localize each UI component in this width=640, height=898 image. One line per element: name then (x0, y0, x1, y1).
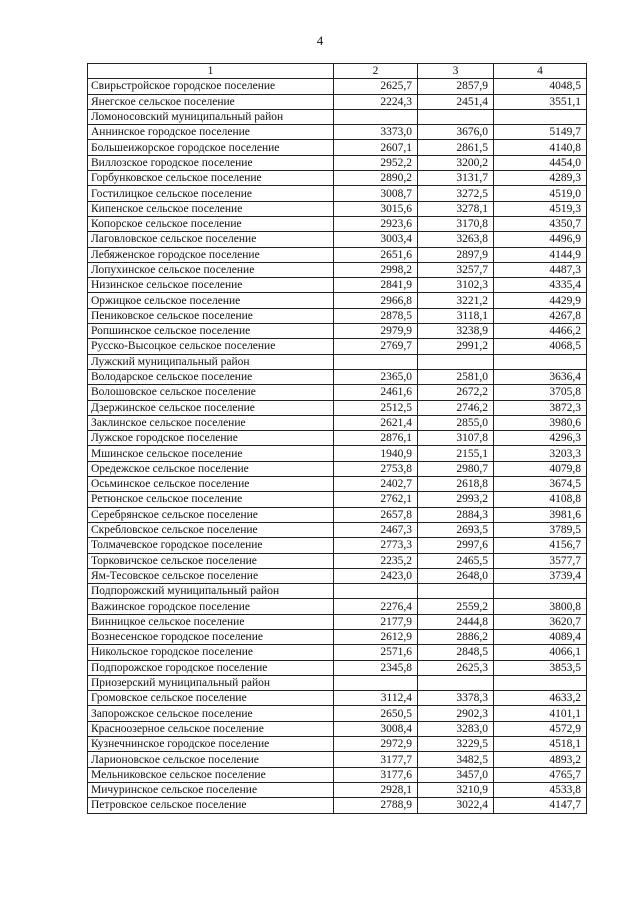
settlement-name-cell: Винницкое сельское поселение (88, 614, 334, 629)
value-cell: 2512,5 (334, 400, 418, 415)
value-cell: 2897,9 (418, 247, 494, 262)
value-cell: 3272,5 (418, 186, 494, 201)
value-cell: 2423,0 (334, 568, 418, 583)
settlement-name-cell: Оржицкое сельское поселение (88, 293, 334, 308)
settlement-name-cell: Осьминское сельское поселение (88, 477, 334, 492)
table-row (88, 706, 587, 721)
column-header: 3 (418, 64, 494, 79)
table-row (88, 232, 587, 247)
value-cell: 3118,1 (418, 308, 494, 323)
value-cell: 2618,8 (418, 477, 494, 492)
settlement-name-cell: Вознесенское городское поселение (88, 629, 334, 644)
value-cell: 2855,0 (418, 415, 494, 430)
settlement-name-cell: Володарское сельское поселение (88, 369, 334, 384)
page-number: 4 (316, 33, 324, 48)
value-cell: 2444,8 (418, 614, 494, 629)
value-cell: 2998,2 (334, 262, 418, 277)
table-row (88, 767, 587, 782)
settlement-name-cell: Подпорожское городское поселение (88, 660, 334, 675)
value-cell (334, 109, 418, 124)
settlement-name-cell: Мшинское сельское поселение (88, 446, 334, 461)
value-cell: 2276,4 (334, 599, 418, 614)
value-cell: 3008,7 (334, 186, 418, 201)
table-row (88, 798, 587, 813)
value-cell: 3131,7 (418, 171, 494, 186)
table-row (88, 278, 587, 293)
value-cell: 3620,7 (494, 614, 587, 629)
settlement-name-cell: Торковичское сельское поселение (88, 553, 334, 568)
value-cell: 4487,3 (494, 262, 587, 277)
table-row (88, 308, 587, 323)
value-cell: 3789,5 (494, 522, 587, 537)
value-cell: 3853,5 (494, 660, 587, 675)
value-cell: 5149,7 (494, 125, 587, 140)
table-row (88, 553, 587, 568)
settlement-name-cell: Громовское сельское поселение (88, 691, 334, 706)
table-row (88, 109, 587, 124)
table-row (88, 584, 587, 599)
value-cell (494, 675, 587, 690)
table-row (88, 79, 587, 94)
value-cell: 2762,1 (334, 492, 418, 507)
value-cell: 3551,1 (494, 94, 587, 109)
value-cell (334, 584, 418, 599)
table-row (88, 629, 587, 644)
settlement-name-cell: Ретюнское сельское поселение (88, 492, 334, 507)
settlement-name-cell: Красноозерное сельское поселение (88, 721, 334, 736)
value-cell: 3278,1 (418, 201, 494, 216)
value-cell: 4893,2 (494, 752, 587, 767)
value-cell: 2581,0 (418, 369, 494, 384)
column-header: 4 (494, 64, 587, 79)
value-cell: 4267,8 (494, 308, 587, 323)
value-cell: 3210,9 (418, 782, 494, 797)
value-cell (334, 675, 418, 690)
value-cell: 3221,2 (418, 293, 494, 308)
settlement-name-cell: Ям-Тесовское сельское поселение (88, 568, 334, 583)
value-cell: 2861,5 (418, 140, 494, 155)
value-cell: 2876,1 (334, 431, 418, 446)
settlement-name-cell: Важинское городское поселение (88, 599, 334, 614)
settlement-name-cell: Большеижорское городское поселение (88, 140, 334, 155)
value-cell: 2625,7 (334, 79, 418, 94)
value-cell: 2155,1 (418, 446, 494, 461)
table-row (88, 645, 587, 660)
settlement-name-cell: Низинское сельское поселение (88, 278, 334, 293)
value-cell: 3283,0 (418, 721, 494, 736)
value-cell: 4572,9 (494, 721, 587, 736)
value-cell: 4429,9 (494, 293, 587, 308)
value-cell: 1940,9 (334, 446, 418, 461)
table-row (88, 262, 587, 277)
settlement-name-cell: Лебяженское городское поселение (88, 247, 334, 262)
table-row (88, 140, 587, 155)
table-row (88, 171, 587, 186)
value-cell: 2625,3 (418, 660, 494, 675)
settlement-name-cell: Толмачевское городское поселение (88, 538, 334, 553)
settlement-name-cell: Лужский муниципальный район (88, 354, 334, 369)
table-row (88, 675, 587, 690)
value-cell: 3102,3 (418, 278, 494, 293)
value-cell: 2621,4 (334, 415, 418, 430)
value-cell: 4156,7 (494, 538, 587, 553)
value-cell: 4140,8 (494, 140, 587, 155)
value-cell: 2979,9 (334, 324, 418, 339)
value-cell: 4335,4 (494, 278, 587, 293)
settlement-name-cell: Янегское сельское поселение (88, 94, 334, 109)
value-cell: 4518,1 (494, 737, 587, 752)
settlement-name-cell: Горбунковское сельское поселение (88, 171, 334, 186)
value-cell: 3674,5 (494, 477, 587, 492)
value-cell: 4466,2 (494, 324, 587, 339)
value-cell: 2890,2 (334, 171, 418, 186)
table-row (88, 216, 587, 231)
value-cell: 2928,1 (334, 782, 418, 797)
value-cell: 2753,8 (334, 461, 418, 476)
value-cell: 2746,2 (418, 400, 494, 415)
value-cell: 2461,6 (334, 385, 418, 400)
value-cell: 3238,9 (418, 324, 494, 339)
table-row (88, 660, 587, 675)
settlement-name-cell: Скребловское сельское поселение (88, 522, 334, 537)
table-row (88, 691, 587, 706)
value-cell: 4066,1 (494, 645, 587, 660)
settlement-name-cell: Кузнечнинское городское поселение (88, 737, 334, 752)
value-cell: 4079,8 (494, 461, 587, 476)
value-cell: 2993,2 (418, 492, 494, 507)
value-cell (418, 675, 494, 690)
value-cell: 3015,6 (334, 201, 418, 216)
table-row (88, 568, 587, 583)
table-row (88, 400, 587, 415)
table-header (88, 64, 587, 79)
value-cell: 3577,7 (494, 553, 587, 568)
value-cell: 4296,3 (494, 431, 587, 446)
table-row (88, 247, 587, 262)
value-cell: 2788,9 (334, 798, 418, 813)
value-cell: 2991,2 (418, 339, 494, 354)
table-row (88, 477, 587, 492)
table-body (88, 79, 587, 813)
table-row (88, 461, 587, 476)
table-row (88, 385, 587, 400)
value-cell (418, 584, 494, 599)
settlement-name-cell: Лопухинское сельское поселение (88, 262, 334, 277)
value-cell: 4519,3 (494, 201, 587, 216)
value-cell (494, 354, 587, 369)
table-row (88, 324, 587, 339)
value-cell (494, 584, 587, 599)
value-cell: 2650,5 (334, 706, 418, 721)
value-cell: 2657,8 (334, 507, 418, 522)
value-cell: 3981,6 (494, 507, 587, 522)
value-cell: 3872,3 (494, 400, 587, 415)
table-row (88, 186, 587, 201)
value-cell: 3676,0 (418, 125, 494, 140)
column-header: 2 (334, 64, 418, 79)
settlement-name-cell: Пениковское сельское поселение (88, 308, 334, 323)
value-cell: 4350,7 (494, 216, 587, 231)
value-cell: 4048,5 (494, 79, 587, 94)
table-row (88, 94, 587, 109)
value-cell: 2648,0 (418, 568, 494, 583)
settlement-name-cell: Ларионовское сельское поселение (88, 752, 334, 767)
value-cell: 4765,7 (494, 767, 587, 782)
settlement-name-cell: Гостилицкое сельское поселение (88, 186, 334, 201)
value-cell: 2923,6 (334, 216, 418, 231)
value-cell: 2235,2 (334, 553, 418, 568)
value-cell: 2345,8 (334, 660, 418, 675)
value-cell: 4144,9 (494, 247, 587, 262)
value-cell: 2952,2 (334, 155, 418, 170)
table-row (88, 522, 587, 537)
value-cell: 4147,7 (494, 798, 587, 813)
settlement-name-cell: Аннинское городское поселение (88, 125, 334, 140)
value-cell: 3003,4 (334, 232, 418, 247)
table-row (88, 155, 587, 170)
settlement-name-cell: Лаговловское сельское поселение (88, 232, 334, 247)
table-row (88, 339, 587, 354)
value-cell: 4108,8 (494, 492, 587, 507)
value-cell: 2966,8 (334, 293, 418, 308)
value-cell: 3008,4 (334, 721, 418, 736)
value-cell (418, 109, 494, 124)
value-cell: 2773,3 (334, 538, 418, 553)
settlement-name-cell: Мичуринское сельское поселение (88, 782, 334, 797)
value-cell: 2672,2 (418, 385, 494, 400)
value-cell: 2559,2 (418, 599, 494, 614)
table-row (88, 293, 587, 308)
settlement-name-cell: Ломоносовский муниципальный район (88, 109, 334, 124)
value-cell: 4454,0 (494, 155, 587, 170)
table-row (88, 492, 587, 507)
value-cell: 4068,5 (494, 339, 587, 354)
settlement-name-cell: Петровское сельское поселение (88, 798, 334, 813)
settlement-name-cell: Волошовское сельское поселение (88, 385, 334, 400)
value-cell: 2997,6 (418, 538, 494, 553)
settlement-name-cell: Кипенское сельское поселение (88, 201, 334, 216)
value-cell: 2177,9 (334, 614, 418, 629)
value-cell: 2902,3 (418, 706, 494, 721)
value-cell: 3177,6 (334, 767, 418, 782)
settlement-name-cell: Никольское городское поселение (88, 645, 334, 660)
value-cell: 4496,9 (494, 232, 587, 247)
value-cell: 2365,0 (334, 369, 418, 384)
value-cell: 2224,3 (334, 94, 418, 109)
table-row (88, 507, 587, 522)
settlement-name-cell: Свирьстройское городское поселение (88, 79, 334, 94)
table-row (88, 446, 587, 461)
settlement-name-cell: Серебрянское сельское поселение (88, 507, 334, 522)
settlement-name-cell: Виллозское городское поселение (88, 155, 334, 170)
value-cell: 4101,1 (494, 706, 587, 721)
value-cell: 3705,8 (494, 385, 587, 400)
value-cell: 2980,7 (418, 461, 494, 476)
value-cell: 2848,5 (418, 645, 494, 660)
value-cell: 3112,4 (334, 691, 418, 706)
table-row (88, 354, 587, 369)
table-row (88, 431, 587, 446)
value-cell (334, 354, 418, 369)
value-cell: 3257,7 (418, 262, 494, 277)
value-cell: 2651,6 (334, 247, 418, 262)
value-cell: 3203,3 (494, 446, 587, 461)
table-row (88, 599, 587, 614)
value-cell: 3800,8 (494, 599, 587, 614)
settlement-name-cell: Заклинское сельское поселение (88, 415, 334, 430)
value-cell: 3373,0 (334, 125, 418, 140)
value-cell: 3263,8 (418, 232, 494, 247)
settlement-name-cell: Подпорожский муниципальный район (88, 584, 334, 599)
value-cell: 2769,7 (334, 339, 418, 354)
settlement-name-cell: Лужское городское поселение (88, 431, 334, 446)
value-cell: 3200,2 (418, 155, 494, 170)
header-row (88, 64, 587, 79)
value-cell: 2607,1 (334, 140, 418, 155)
value-cell: 4519,0 (494, 186, 587, 201)
table-row (88, 201, 587, 216)
value-cell: 2451,4 (418, 94, 494, 109)
value-cell (418, 354, 494, 369)
value-cell: 3636,4 (494, 369, 587, 384)
table-row (88, 369, 587, 384)
data-table (87, 63, 587, 814)
settlement-name-cell: Русско-Высоцкое сельское поселение (88, 339, 334, 354)
value-cell: 3107,8 (418, 431, 494, 446)
value-cell: 3739,4 (494, 568, 587, 583)
settlement-name-cell: Приозерский муниципальный район (88, 675, 334, 690)
value-cell: 3378,3 (418, 691, 494, 706)
table-row (88, 538, 587, 553)
settlement-name-cell: Запорожское сельское поселение (88, 706, 334, 721)
value-cell: 3980,6 (494, 415, 587, 430)
table-row (88, 721, 587, 736)
value-cell: 2467,3 (334, 522, 418, 537)
table-row (88, 125, 587, 140)
value-cell (494, 109, 587, 124)
value-cell: 2571,6 (334, 645, 418, 660)
value-cell: 3457,0 (418, 767, 494, 782)
table-row (88, 415, 587, 430)
value-cell: 2841,9 (334, 278, 418, 293)
value-cell: 4533,8 (494, 782, 587, 797)
value-cell: 2693,5 (418, 522, 494, 537)
table-row (88, 737, 587, 752)
value-cell: 4289,3 (494, 171, 587, 186)
column-header: 1 (88, 64, 334, 79)
value-cell: 3229,5 (418, 737, 494, 752)
table-row (88, 614, 587, 629)
settlement-name-cell: Дзержинское сельское поселение (88, 400, 334, 415)
value-cell: 2465,5 (418, 553, 494, 568)
value-cell: 2878,5 (334, 308, 418, 323)
settlement-name-cell: Мельниковское сельское поселение (88, 767, 334, 782)
value-cell: 4089,4 (494, 629, 587, 644)
value-cell: 4633,2 (494, 691, 587, 706)
table-row (88, 782, 587, 797)
value-cell: 3170,8 (418, 216, 494, 231)
table-row (88, 752, 587, 767)
value-cell: 2857,9 (418, 79, 494, 94)
value-cell: 2972,9 (334, 737, 418, 752)
value-cell: 2884,3 (418, 507, 494, 522)
value-cell: 2886,2 (418, 629, 494, 644)
value-cell: 3482,5 (418, 752, 494, 767)
value-cell: 2402,7 (334, 477, 418, 492)
value-cell: 3177,7 (334, 752, 418, 767)
settlement-name-cell: Ропшинское сельское поселение (88, 324, 334, 339)
value-cell: 3022,4 (418, 798, 494, 813)
settlement-name-cell: Копорское сельское поселение (88, 216, 334, 231)
value-cell: 2612,9 (334, 629, 418, 644)
settlement-name-cell: Оредежское сельское поселение (88, 461, 334, 476)
